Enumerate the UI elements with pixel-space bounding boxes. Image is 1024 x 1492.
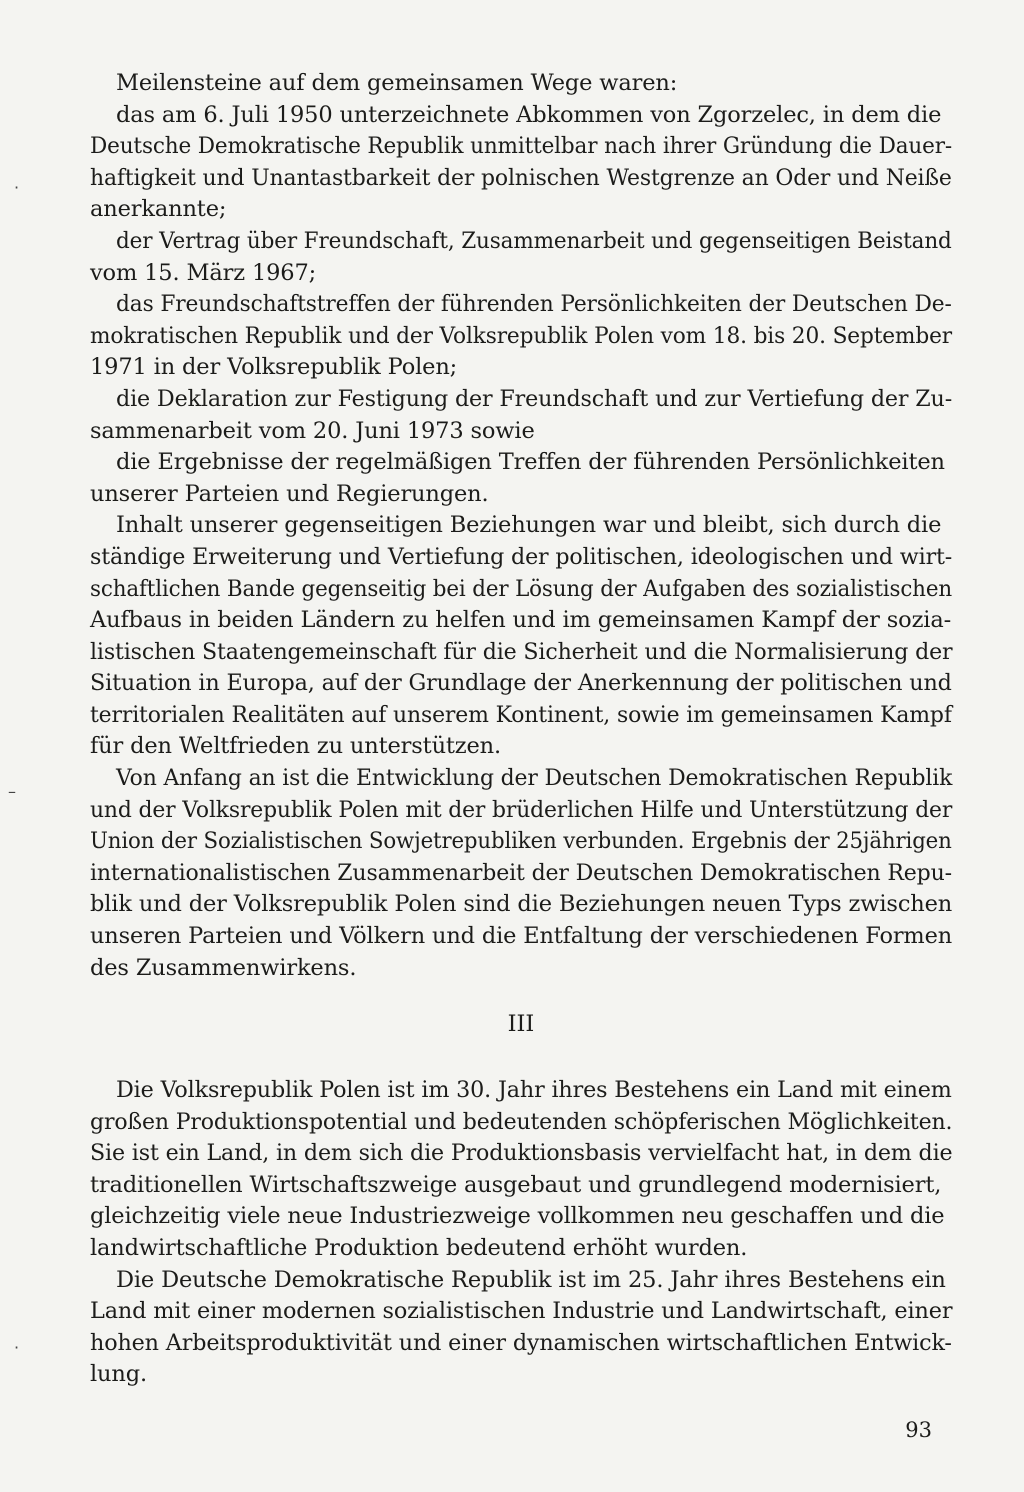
margin-speck: – [8,782,16,801]
margin-speck: · [14,1338,20,1357]
text-line: unserer Parteien und Regierungen. [90,480,489,507]
text-line: Inhalt unserer gegenseitigen Beziehungen war und bleibt, sich durch die [116,512,942,539]
text-line: großen Produktionspotential und bedeutenden schöpferischen Möglichkeiten. [90,1108,953,1135]
text-line: und der Volksrepublik Polen mit der brüderlichen Hilfe und Unterstützung der [90,796,953,823]
paragraph [90,1265,952,1391]
paragraph [90,226,952,289]
text-line: das am 6. Juli 1950 unterzeichnete Abkommen von Zgorzelec, in dem die [116,101,942,128]
paragraph [90,763,952,984]
section-body [90,1075,952,1391]
text-line: blik und der Volksrepublik Polen sind die Beziehungen neuen Typs zwischen [90,891,953,918]
text-line: anerkannte; [90,196,227,223]
paragraph [90,68,952,100]
text-line: 1971 in der Volksrepublik Polen; [90,354,458,381]
paragraph [90,289,952,384]
page-body [90,68,953,1388]
text-line: ständige Erweiterung und Vertiefung der politischen, ideologischen und wirt- [90,543,953,570]
text-line: listischen Staatengemeinschaft für die Sicherheit und die Normalisierung der [90,638,953,665]
paragraph [90,384,952,447]
text-line: lung. [90,1361,147,1388]
paragraph [90,510,952,763]
paragraph [90,100,952,226]
text-line: Sie ist ein Land, in dem sich die Produktionsbasis vervielfacht hat, in dem die [90,1140,953,1167]
text-line: schaftlichen Bande gegenseitig bei der Lösung der Aufgaben des sozialistischen [90,575,952,602]
section-heading: III [507,1011,535,1037]
text-line: das Freundschaftstreffen der führenden Persönlichkeiten der Deutschen De- [116,291,952,318]
text-line: Von Anfang an ist die Entwicklung der Deutschen Demokratischen Republik [116,765,953,792]
text-line: Die Deutsche Demokratische Republik ist im 25. Jahr ihres Bestehens ein [116,1266,946,1293]
text-line: vom 15. März 1967; [90,259,317,286]
text-line: Aufbaus in beiden Ländern zu helfen und im gemeinsamen Kampf der sozia- [90,607,952,634]
text-line: Deutsche Demokratische Republik unmittelbar nach ihrer Gründung die Dauer- [90,133,952,160]
margin-speck: · [14,178,20,197]
text-line: der Vertrag über Freundschaft, Zusammenarbeit und gegenseitigen Beistand [116,227,952,254]
text-line: traditionellen Wirtschaftszweige ausgebaut und grundlegend modernisiert, [90,1171,942,1198]
text-line: gleichzeitig viele neue Industriezweige vollkommen neu geschaffen und die [90,1203,945,1230]
text-line: des Zusammenwirkens. [90,954,357,981]
text-line: für den Weltfrieden zu unterstützen. [90,733,502,760]
text-line: haftigkeit und Unantastbarkeit der polnischen Westgrenze an Oder und Neiße [90,164,952,191]
text-line: Die Volksrepublik Polen ist im 30. Jahr ihres Bestehens ein Land mit einem [116,1077,952,1103]
text-line: internationalistischen Zusammenarbeit der Deutschen Demokratischen Repu- [90,859,952,886]
text-line: Situation in Europa, auf der Grundlage der Anerkennung der politischen und [90,670,952,697]
text-line: sammenarbeit vom 20. Juni 1973 sowie [90,417,535,444]
text-line: landwirtschaftliche Produktion bedeutend erhöht wurden. [90,1234,748,1261]
text-line: Land mit einer modernen sozialistischen Industrie und Landwirtschaft, einer [90,1298,953,1325]
paragraph [90,447,952,510]
text-line: unseren Parteien und Völkern und die Entfaltung der verschiedenen Formen [90,923,953,950]
text-line: Union der Sozialistischen Sowjetrepubliken verbunden. Ergebnis der 25jährigen [90,828,952,855]
text-line: territorialen Realitäten auf unserem Kontinent, sowie im gemeinsamen Kampf [90,701,952,728]
paragraph [90,1075,952,1265]
page-number: 93 [905,1418,932,1442]
text-line: die Deklaration zur Festigung der Freundschaft und zur Vertiefung der Zu- [116,385,953,412]
text-line: Meilensteine auf dem gemeinsamen Wege waren: [116,70,678,96]
text-line: mokratischen Republik und der Volksrepublik Polen vom 18. bis 20. September [90,322,952,349]
text-line: hohen Arbeitsproduktivität und einer dynamischen wirtschaftlichen Entwick- [90,1329,952,1356]
text-line: die Ergebnisse der regelmäßigen Treffen der führenden Persönlichkeiten [116,449,945,476]
